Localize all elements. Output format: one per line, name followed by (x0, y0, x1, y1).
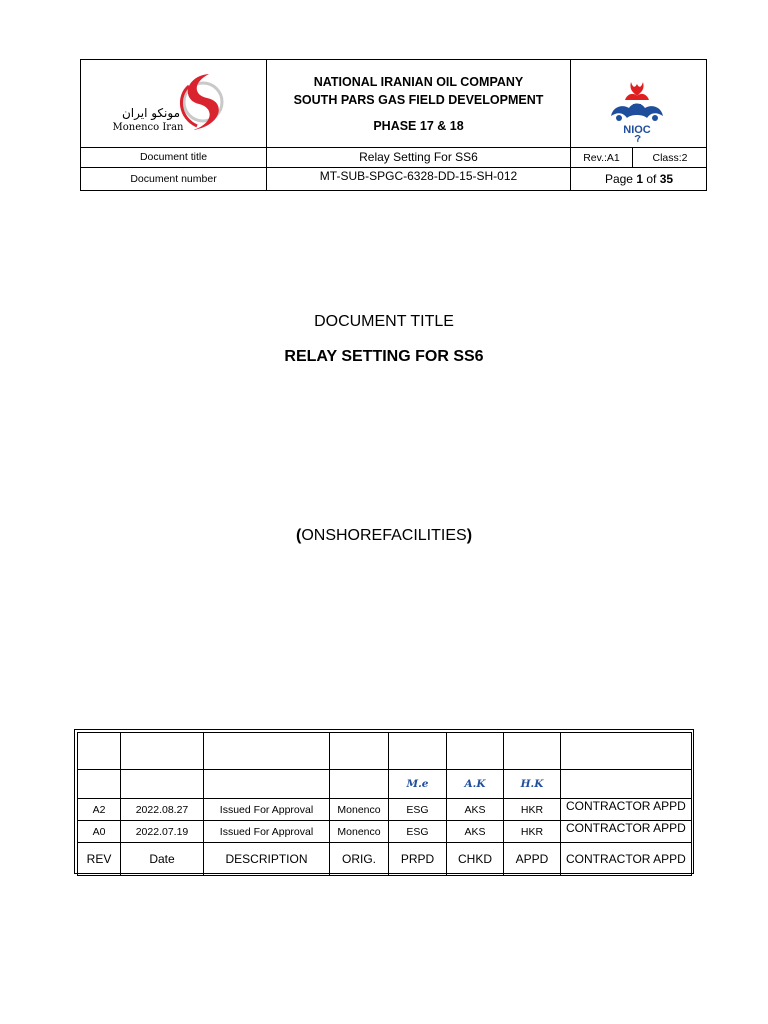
table-row (78, 821, 692, 843)
doc-number-value: MT-SUB-SPGC-6328-DD-15-SH-012 (319, 169, 518, 183)
cell-prpd: ESG (389, 799, 447, 821)
header-rev: REV (78, 843, 121, 876)
cell-date: 2022.07.19 (121, 821, 204, 843)
cell-chkd: AKS (447, 821, 504, 843)
monenco-logo (81, 60, 266, 147)
nioc-flame-icon (571, 60, 707, 147)
header-description: DESCRIPTION (204, 843, 330, 876)
header-date: Date (121, 843, 204, 876)
table-row (78, 799, 692, 821)
prpd-signature: M.e (389, 770, 447, 799)
header-appd: APPD (504, 843, 561, 876)
project-phase: PHASE 17 & 18 (373, 118, 464, 133)
svg-text:NIOC: NIOC (623, 124, 651, 136)
doc-title-value: Relay Setting For SS6 (359, 150, 478, 164)
header-orig: ORIG. (330, 843, 389, 876)
cell-description: Issued For Approval (204, 821, 330, 843)
cell-rev: A2 (78, 799, 121, 821)
page-prefix: Page (604, 172, 633, 186)
company-name: NATIONAL IRANIAN OIL COMPANY (313, 74, 524, 89)
company-block (267, 60, 570, 147)
header-prpd: PRPD (389, 843, 447, 876)
doc-title-label: Document title (139, 151, 208, 163)
subtitle-text: ONSHOREFACILITIES (301, 527, 467, 544)
header-contractor: CONTRACTOR APPD (561, 843, 692, 876)
doc-number-label: Document number (130, 173, 217, 185)
cell-appd: HKR (504, 799, 561, 821)
cell-appd: HKR (504, 821, 561, 843)
page-current: 1 (636, 172, 643, 186)
page-total: 35 (659, 172, 674, 186)
nioc-logo (571, 60, 707, 147)
subtitle-close-paren: ) (466, 527, 473, 544)
svg-text:مونکو ایران: مونکو ایران (121, 106, 181, 120)
cell-prpd: ESG (389, 821, 447, 843)
document-title: RELAY SETTING FOR SS6 (284, 348, 484, 365)
subtitle-open-paren: ( (295, 527, 302, 544)
chkd-signature: A.K (447, 770, 504, 799)
cell-orig: Monenco (330, 821, 389, 843)
cell-rev: A0 (78, 821, 121, 843)
document-subtitle (0, 527, 768, 545)
project-name: SOUTH PARS GAS FIELD DEVELOPMENT (293, 92, 544, 107)
page-of: of (646, 172, 657, 186)
appd-signature: H.K (504, 770, 561, 799)
table-row-empty (78, 733, 692, 770)
cell-chkd: AKS (447, 799, 504, 821)
cell-description: Issued For Approval (204, 799, 330, 821)
monenco-emblem-icon (81, 60, 266, 147)
document-header (80, 59, 707, 191)
header-chkd: CHKD (447, 843, 504, 876)
table-row-signatures (78, 770, 692, 799)
class-badge: Class:2 (652, 152, 688, 164)
revision-table (74, 729, 694, 874)
page-indicator (571, 168, 707, 191)
cell-contractor: CONTRACTOR APPD (561, 799, 692, 821)
table-header-row (78, 843, 692, 876)
revision-badge: Rev.:A1 (583, 152, 620, 164)
cell-contractor: CONTRACTOR APPD (561, 821, 692, 843)
document-title-label: DOCUMENT TITLE (314, 313, 454, 330)
cell-orig: Monenco (330, 799, 389, 821)
cell-date: 2022.08.27 (121, 799, 204, 821)
svg-text:Monenco Iran: Monenco Iran (112, 122, 184, 133)
